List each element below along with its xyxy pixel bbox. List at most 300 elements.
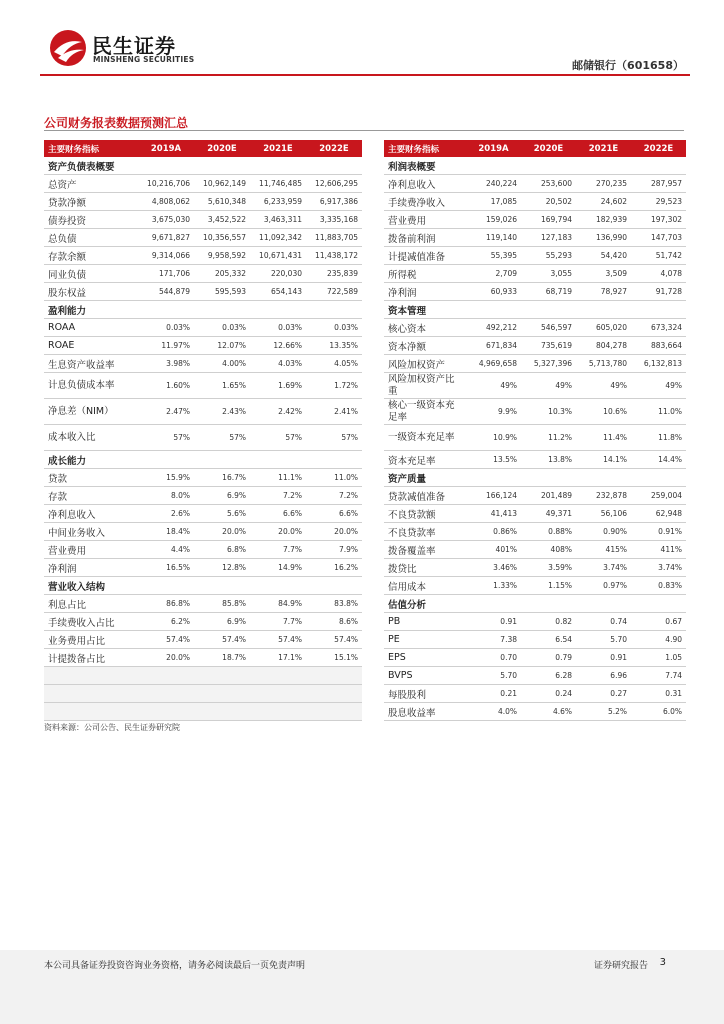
value-cell bbox=[194, 451, 250, 469]
value-cell: 13.5% bbox=[466, 451, 521, 469]
value-cell: 12.8% bbox=[194, 559, 250, 577]
value-cell: 13.8% bbox=[521, 451, 576, 469]
section-heading: 盈利能力 bbox=[44, 301, 138, 319]
row-label: 净利息收入 bbox=[384, 175, 466, 193]
value-cell: 57% bbox=[138, 425, 194, 451]
value-cell: 804,278 bbox=[576, 337, 631, 355]
value-cell: 57.4% bbox=[306, 631, 362, 649]
value-cell: 68,719 bbox=[521, 283, 576, 301]
table-row bbox=[384, 399, 686, 425]
value-cell: 673,324 bbox=[631, 319, 686, 337]
value-cell: 6.54 bbox=[521, 631, 576, 649]
value-cell bbox=[138, 685, 194, 703]
table-row bbox=[384, 451, 686, 469]
value-cell bbox=[138, 157, 194, 175]
value-cell: 9.9% bbox=[466, 399, 521, 425]
value-cell: 9,958,592 bbox=[194, 247, 250, 265]
row-label bbox=[44, 685, 138, 703]
value-cell: 492,212 bbox=[466, 319, 521, 337]
table-row bbox=[384, 425, 686, 451]
row-label: 拨备前利润 bbox=[384, 229, 466, 247]
row-label: 资本净额 bbox=[384, 337, 466, 355]
table-row bbox=[44, 319, 362, 337]
row-label: 手续费净收入 bbox=[384, 193, 466, 211]
value-cell bbox=[194, 667, 250, 685]
value-cell: 16.5% bbox=[138, 559, 194, 577]
value-cell: 62,948 bbox=[631, 505, 686, 523]
value-cell: 0.31 bbox=[631, 685, 686, 703]
value-cell: 4,078 bbox=[631, 265, 686, 283]
header-label-cell: 主要财务指标 bbox=[44, 140, 138, 157]
value-cell: 14.9% bbox=[250, 559, 306, 577]
value-cell: 253,600 bbox=[521, 175, 576, 193]
table-row bbox=[384, 487, 686, 505]
title-divider bbox=[44, 130, 684, 131]
value-cell: 4.0% bbox=[466, 703, 521, 721]
value-cell: 4.90 bbox=[631, 631, 686, 649]
value-cell: 57.4% bbox=[194, 631, 250, 649]
value-cell: 3.74% bbox=[576, 559, 631, 577]
row-label: ROAE bbox=[44, 337, 138, 355]
value-cell: 9,314,066 bbox=[138, 247, 194, 265]
row-label: 总资产 bbox=[44, 175, 138, 193]
value-cell: 3.98% bbox=[138, 355, 194, 373]
table-row bbox=[384, 265, 686, 283]
value-cell: 78,927 bbox=[576, 283, 631, 301]
value-cell: 5.2% bbox=[576, 703, 631, 721]
row-label: 计提拨备占比 bbox=[44, 649, 138, 667]
row-label: 生息资产收益率 bbox=[44, 355, 138, 373]
value-cell: 6.0% bbox=[631, 703, 686, 721]
value-cell bbox=[250, 703, 306, 721]
header-divider bbox=[40, 74, 690, 76]
value-cell: 3,335,168 bbox=[306, 211, 362, 229]
value-cell: 2.6% bbox=[138, 505, 194, 523]
value-cell: 10.9% bbox=[466, 425, 521, 451]
value-cell: 201,489 bbox=[521, 487, 576, 505]
table-row bbox=[384, 523, 686, 541]
value-cell: 57% bbox=[250, 425, 306, 451]
value-cell: 85.8% bbox=[194, 595, 250, 613]
value-cell bbox=[631, 595, 686, 613]
value-cell: 14.4% bbox=[631, 451, 686, 469]
header-year-cell: 2022E bbox=[631, 140, 686, 157]
table-row bbox=[44, 337, 362, 355]
value-cell: 2.42% bbox=[250, 399, 306, 425]
value-cell: 136,990 bbox=[576, 229, 631, 247]
value-cell: 1.15% bbox=[521, 577, 576, 595]
table-row bbox=[44, 523, 362, 541]
table-header-row bbox=[44, 140, 362, 157]
header-year-cell: 2022E bbox=[306, 140, 362, 157]
value-cell: 6,917,386 bbox=[306, 193, 362, 211]
value-cell: 7.7% bbox=[250, 541, 306, 559]
value-cell: 0.86% bbox=[466, 523, 521, 541]
value-cell: 3.74% bbox=[631, 559, 686, 577]
value-cell: 147,703 bbox=[631, 229, 686, 247]
value-cell: 12.66% bbox=[250, 337, 306, 355]
header-year-cell: 2020E bbox=[521, 140, 576, 157]
row-label bbox=[44, 667, 138, 685]
value-cell: 5,327,396 bbox=[521, 355, 576, 373]
value-cell: 84.9% bbox=[250, 595, 306, 613]
value-cell bbox=[194, 301, 250, 319]
value-cell bbox=[466, 157, 521, 175]
value-cell bbox=[521, 595, 576, 613]
value-cell bbox=[306, 451, 362, 469]
value-cell: 546,597 bbox=[521, 319, 576, 337]
value-cell: 4.6% bbox=[521, 703, 576, 721]
value-cell: 0.88% bbox=[521, 523, 576, 541]
value-cell: 16.7% bbox=[194, 469, 250, 487]
table-header-row bbox=[384, 140, 686, 157]
value-cell: 127,183 bbox=[521, 229, 576, 247]
value-cell bbox=[631, 157, 686, 175]
value-cell: 240,224 bbox=[466, 175, 521, 193]
section-heading: 资本管理 bbox=[384, 301, 466, 319]
value-cell: 0.67 bbox=[631, 613, 686, 631]
section-row bbox=[384, 157, 686, 175]
value-cell bbox=[250, 685, 306, 703]
value-cell: 6.2% bbox=[138, 613, 194, 631]
value-cell: 0.97% bbox=[576, 577, 631, 595]
row-label bbox=[44, 703, 138, 721]
value-cell: 654,143 bbox=[250, 283, 306, 301]
value-cell: 6.6% bbox=[306, 505, 362, 523]
value-cell: 49% bbox=[521, 373, 576, 399]
value-cell: 55,395 bbox=[466, 247, 521, 265]
value-cell: 270,235 bbox=[576, 175, 631, 193]
page-header bbox=[0, 0, 724, 80]
value-cell: 0.91 bbox=[466, 613, 521, 631]
value-cell: 595,593 bbox=[194, 283, 250, 301]
value-cell: 20,502 bbox=[521, 193, 576, 211]
value-cell: 11,746,485 bbox=[250, 175, 306, 193]
value-cell: 5.70 bbox=[466, 667, 521, 685]
section-row bbox=[44, 451, 362, 469]
value-cell: 11.8% bbox=[631, 425, 686, 451]
table-row bbox=[384, 631, 686, 649]
table-row bbox=[44, 487, 362, 505]
value-cell bbox=[138, 703, 194, 721]
value-cell: 29,523 bbox=[631, 193, 686, 211]
page-number: 3 bbox=[659, 957, 666, 968]
table-row bbox=[44, 649, 362, 667]
value-cell bbox=[194, 157, 250, 175]
value-cell bbox=[306, 577, 362, 595]
row-label: ROAA bbox=[44, 319, 138, 337]
section-heading: 营业收入结构 bbox=[44, 577, 138, 595]
value-cell: 8.6% bbox=[306, 613, 362, 631]
header-year-cell: 2020E bbox=[194, 140, 250, 157]
value-cell: 7.2% bbox=[306, 487, 362, 505]
row-label: 贷款净额 bbox=[44, 193, 138, 211]
value-cell: 6,132,813 bbox=[631, 355, 686, 373]
value-cell: 17.1% bbox=[250, 649, 306, 667]
table-row bbox=[44, 229, 362, 247]
data-source-note: 资料来源：公司公告、民生证券研究院 bbox=[44, 723, 180, 732]
value-cell bbox=[466, 595, 521, 613]
value-cell: 15.1% bbox=[306, 649, 362, 667]
value-cell: 1.05 bbox=[631, 649, 686, 667]
value-cell: 6.28 bbox=[521, 667, 576, 685]
row-label: 手续费收入占比 bbox=[44, 613, 138, 631]
value-cell bbox=[306, 157, 362, 175]
value-cell: 0.83% bbox=[631, 577, 686, 595]
blank-row bbox=[44, 703, 362, 721]
value-cell: 56,106 bbox=[576, 505, 631, 523]
row-label: 利息占比 bbox=[44, 595, 138, 613]
row-label: EPS bbox=[384, 649, 466, 667]
value-cell bbox=[250, 301, 306, 319]
value-cell bbox=[250, 157, 306, 175]
value-cell: 235,839 bbox=[306, 265, 362, 283]
value-cell: 0.70 bbox=[466, 649, 521, 667]
row-label: 一级资本充足率 bbox=[384, 425, 466, 451]
row-label: 债券投资 bbox=[44, 211, 138, 229]
value-cell: 86.8% bbox=[138, 595, 194, 613]
value-cell: 415% bbox=[576, 541, 631, 559]
section-heading: 估值分析 bbox=[384, 595, 466, 613]
value-cell bbox=[576, 595, 631, 613]
value-cell: 205,332 bbox=[194, 265, 250, 283]
value-cell: 3,452,522 bbox=[194, 211, 250, 229]
table-row bbox=[384, 541, 686, 559]
header-label-cell: 主要财务指标 bbox=[384, 140, 466, 157]
value-cell: 0.03% bbox=[306, 319, 362, 337]
value-cell: 10.3% bbox=[521, 399, 576, 425]
value-cell: 3,463,311 bbox=[250, 211, 306, 229]
value-cell: 57% bbox=[194, 425, 250, 451]
value-cell: 10,356,557 bbox=[194, 229, 250, 247]
row-label: 净息差（NIM） bbox=[44, 399, 138, 425]
value-cell: 671,834 bbox=[466, 337, 521, 355]
value-cell: 8.0% bbox=[138, 487, 194, 505]
table-row bbox=[384, 667, 686, 685]
row-label: 成本收入比 bbox=[44, 425, 138, 451]
table-row bbox=[384, 283, 686, 301]
row-label: 风险加权资产比重 bbox=[384, 373, 466, 399]
row-label: 营业费用 bbox=[384, 211, 466, 229]
value-cell: 7.7% bbox=[250, 613, 306, 631]
row-label: 股息收益率 bbox=[384, 703, 466, 721]
blank-row bbox=[44, 685, 362, 703]
value-cell: 6.9% bbox=[194, 613, 250, 631]
row-label: 计提减值准备 bbox=[384, 247, 466, 265]
row-label: 净利息收入 bbox=[44, 505, 138, 523]
table-row bbox=[44, 505, 362, 523]
section-row bbox=[44, 577, 362, 595]
value-cell: 3.59% bbox=[521, 559, 576, 577]
table-row bbox=[44, 211, 362, 229]
disclaimer-text: 本公司具备证券投资咨询业务资格，请务必阅读最后一页免责声明 bbox=[44, 961, 306, 971]
table-row bbox=[384, 505, 686, 523]
value-cell: 220,030 bbox=[250, 265, 306, 283]
value-cell: 41,413 bbox=[466, 505, 521, 523]
value-cell: 10,671,431 bbox=[250, 247, 306, 265]
row-label: 股东权益 bbox=[44, 283, 138, 301]
section-heading: 资产质量 bbox=[384, 469, 466, 487]
value-cell: 0.03% bbox=[138, 319, 194, 337]
row-label: 同业负债 bbox=[44, 265, 138, 283]
value-cell: 401% bbox=[466, 541, 521, 559]
value-cell: 57.4% bbox=[250, 631, 306, 649]
value-cell: 18.4% bbox=[138, 523, 194, 541]
value-cell bbox=[138, 577, 194, 595]
value-cell: 4.03% bbox=[250, 355, 306, 373]
value-cell: 544,879 bbox=[138, 283, 194, 301]
value-cell: 197,302 bbox=[631, 211, 686, 229]
row-label: 净利润 bbox=[384, 283, 466, 301]
value-cell: 51,742 bbox=[631, 247, 686, 265]
value-cell bbox=[521, 469, 576, 487]
row-label: 营业费用 bbox=[44, 541, 138, 559]
value-cell: 55,293 bbox=[521, 247, 576, 265]
row-label: PB bbox=[384, 613, 466, 631]
row-label: 总负债 bbox=[44, 229, 138, 247]
table-row bbox=[44, 175, 362, 193]
row-label: 业务费用占比 bbox=[44, 631, 138, 649]
header-year-cell: 2021E bbox=[576, 140, 631, 157]
value-cell: 4.4% bbox=[138, 541, 194, 559]
value-cell: 6,233,959 bbox=[250, 193, 306, 211]
row-label: 不良贷款额 bbox=[384, 505, 466, 523]
value-cell: 605,020 bbox=[576, 319, 631, 337]
row-label: 拨贷比 bbox=[384, 559, 466, 577]
table-row bbox=[384, 373, 686, 399]
value-cell: 57% bbox=[306, 425, 362, 451]
value-cell: 7.74 bbox=[631, 667, 686, 685]
value-cell: 9,671,827 bbox=[138, 229, 194, 247]
value-cell: 4.05% bbox=[306, 355, 362, 373]
value-cell bbox=[306, 301, 362, 319]
table-row bbox=[384, 577, 686, 595]
value-cell: 24,602 bbox=[576, 193, 631, 211]
value-cell: 2.41% bbox=[306, 399, 362, 425]
table-row bbox=[384, 229, 686, 247]
value-cell bbox=[250, 667, 306, 685]
value-cell: 11.0% bbox=[631, 399, 686, 425]
value-cell: 2.43% bbox=[194, 399, 250, 425]
value-cell: 7.38 bbox=[466, 631, 521, 649]
value-cell: 10,216,706 bbox=[138, 175, 194, 193]
section-heading: 资产负债表概要 bbox=[44, 157, 138, 175]
value-cell: 49% bbox=[576, 373, 631, 399]
value-cell: 60,933 bbox=[466, 283, 521, 301]
value-cell: 11.0% bbox=[306, 469, 362, 487]
value-cell: 287,957 bbox=[631, 175, 686, 193]
table-row bbox=[384, 337, 686, 355]
row-label: 核心资本 bbox=[384, 319, 466, 337]
value-cell: 16.2% bbox=[306, 559, 362, 577]
value-cell: 6.96 bbox=[576, 667, 631, 685]
row-label: 计息负债成本率 bbox=[44, 373, 138, 399]
value-cell: 171,706 bbox=[138, 265, 194, 283]
value-cell: 12,606,295 bbox=[306, 175, 362, 193]
table-row bbox=[44, 425, 362, 451]
table-row bbox=[44, 247, 362, 265]
value-cell: 10.6% bbox=[576, 399, 631, 425]
value-cell: 20.0% bbox=[138, 649, 194, 667]
value-cell: 20.0% bbox=[306, 523, 362, 541]
value-cell: 49,371 bbox=[521, 505, 576, 523]
value-cell: 883,664 bbox=[631, 337, 686, 355]
minsheng-logo-icon bbox=[48, 28, 88, 68]
value-cell bbox=[576, 469, 631, 487]
row-label: 存款余额 bbox=[44, 247, 138, 265]
value-cell: 5.6% bbox=[194, 505, 250, 523]
value-cell: 3,055 bbox=[521, 265, 576, 283]
left-financial-table bbox=[44, 140, 362, 721]
row-label: 中间业务收入 bbox=[44, 523, 138, 541]
value-cell: 1.33% bbox=[466, 577, 521, 595]
value-cell: 182,939 bbox=[576, 211, 631, 229]
table-row bbox=[44, 355, 362, 373]
value-cell: 169,794 bbox=[521, 211, 576, 229]
table-row bbox=[44, 265, 362, 283]
value-cell bbox=[306, 667, 362, 685]
value-cell: 7.9% bbox=[306, 541, 362, 559]
value-cell: 10,962,149 bbox=[194, 175, 250, 193]
value-cell: 735,619 bbox=[521, 337, 576, 355]
value-cell: 0.91 bbox=[576, 649, 631, 667]
value-cell: 0.21 bbox=[466, 685, 521, 703]
row-label: PE bbox=[384, 631, 466, 649]
value-cell bbox=[466, 469, 521, 487]
value-cell: 11,883,705 bbox=[306, 229, 362, 247]
value-cell: 166,124 bbox=[466, 487, 521, 505]
value-cell: 0.27 bbox=[576, 685, 631, 703]
value-cell: 1.65% bbox=[194, 373, 250, 399]
value-cell: 4.00% bbox=[194, 355, 250, 373]
value-cell: 5.70 bbox=[576, 631, 631, 649]
value-cell bbox=[576, 157, 631, 175]
value-cell bbox=[138, 451, 194, 469]
table-row bbox=[44, 399, 362, 425]
table-row bbox=[44, 559, 362, 577]
value-cell: 2.47% bbox=[138, 399, 194, 425]
value-cell: 0.79 bbox=[521, 649, 576, 667]
value-cell: 3.46% bbox=[466, 559, 521, 577]
table-row bbox=[384, 355, 686, 373]
row-label: 每股股利 bbox=[384, 685, 466, 703]
section-heading: 利润表概要 bbox=[384, 157, 466, 175]
value-cell: 17,085 bbox=[466, 193, 521, 211]
table-row bbox=[384, 175, 686, 193]
value-cell bbox=[306, 703, 362, 721]
brand-name-en: MINSHENG SECURITIES bbox=[93, 55, 195, 64]
value-cell bbox=[521, 157, 576, 175]
value-cell bbox=[250, 577, 306, 595]
header-year-cell: 2019A bbox=[466, 140, 521, 157]
value-cell: 54,420 bbox=[576, 247, 631, 265]
value-cell: 2,709 bbox=[466, 265, 521, 283]
table-row bbox=[384, 703, 686, 721]
value-cell: 0.90% bbox=[576, 523, 631, 541]
table-row bbox=[44, 595, 362, 613]
value-cell: 18.7% bbox=[194, 649, 250, 667]
table-row bbox=[384, 211, 686, 229]
company-ticker: 邮储银行（601658） bbox=[572, 59, 684, 72]
value-cell bbox=[466, 301, 521, 319]
row-label: 拨备覆盖率 bbox=[384, 541, 466, 559]
value-cell: 1.69% bbox=[250, 373, 306, 399]
table-row bbox=[384, 649, 686, 667]
table-row bbox=[384, 559, 686, 577]
value-cell: 11,438,172 bbox=[306, 247, 362, 265]
value-cell: 0.91% bbox=[631, 523, 686, 541]
value-cell bbox=[631, 469, 686, 487]
